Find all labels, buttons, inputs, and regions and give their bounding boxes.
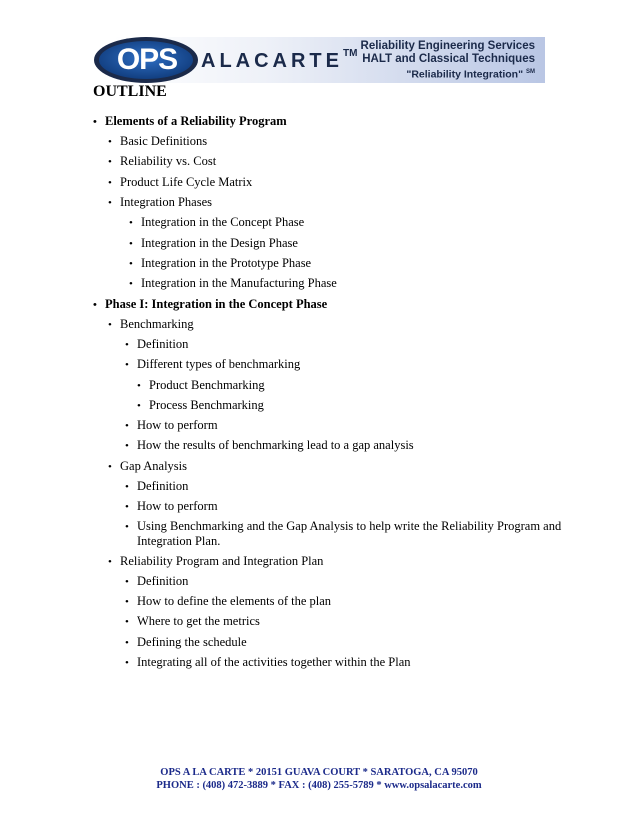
list-item-continuation: Integration Plan. [137,534,221,548]
list-item: • Definition [125,337,189,351]
list-item: • How to perform [125,499,218,513]
footer-contact: PHONE : (408) 472-3889 * FAX : (408) 255-5789 * www.opsalacarte.com [156,780,482,791]
list-item: • Reliability Program and Integration Plan [108,554,324,568]
list-item: • Integrating all of the activities together within the Plan [125,655,411,669]
list-item: • Defining the schedule [125,635,247,649]
bullet: • [125,481,129,493]
list-item: • Definition [125,574,189,588]
list-item: • Product Benchmarking [137,378,265,392]
service-mark: SM [526,69,535,75]
bullet: • [125,501,129,513]
bullet: • [129,278,133,290]
bullet: • [125,339,129,351]
list-item: • Integration in the Prototype Phase [129,256,312,270]
page-footer [0,766,638,792]
list-item: • Definition [125,479,189,493]
list-item: • Integration in the Concept Phase [129,215,305,229]
bullet: • [129,258,133,270]
bullet: • [125,521,129,533]
bullet: • [129,238,133,250]
bullet: • [93,299,97,311]
bullet: • [125,657,129,669]
header-banner [93,37,545,83]
list-item: • Elements of a Reliability Program [93,114,287,128]
bullet: • [108,556,112,568]
bullet: • [129,217,133,229]
list-item: • Where to get the metrics [125,614,260,628]
bullet: • [108,136,112,148]
footer-address: OPS A LA CARTE * 20151 GUAVA COURT * SARATOGA, CA 95070 [160,767,478,778]
list-item: • Integration in the Manufacturing Phase [129,276,337,290]
tagline-line-1: Reliability Engineering Services [360,40,535,52]
bullet: • [108,461,112,473]
tagline-line-3-text: "Reliability Integration" [406,68,524,81]
bullet: • [125,359,129,371]
list-item: • Integration Phases [108,195,212,209]
list-item: • Basic Definitions [108,134,208,148]
list-item: • Integration in the Design Phase [129,236,298,250]
bullet: • [108,319,112,331]
list-item: • How to perform [125,418,218,432]
bullet: • [125,440,129,452]
list-item: • Process Benchmarking [137,398,264,412]
bullet: • [108,156,112,168]
bullet: • [125,616,129,628]
bullet: • [125,576,129,588]
list-item: • Benchmarking [108,317,194,331]
page-title: OUTLINE [93,83,167,100]
list-item: • Different types of benchmarking [125,357,301,371]
tagline-block [361,40,535,82]
list-item: • Reliability vs. Cost [108,154,217,168]
bullet: • [108,177,112,189]
list-item: • Using Benchmarking and the Gap Analysis to help write the Reliability Program and [125,519,562,533]
list-item: • How to define the elements of the plan [125,594,332,608]
bullet: • [137,380,141,392]
bullet: • [125,637,129,649]
bullet: • [137,400,141,412]
list-item: • Phase I: Integration in the Concept Phase [93,297,328,311]
list-item: • Gap Analysis [108,459,188,473]
brand-tm: TM [343,48,358,60]
bullet: • [125,596,129,608]
bullet: • [108,197,112,209]
tagline-line-3 [361,66,535,82]
logo-ops: OPS [116,43,178,76]
bullet: • [93,116,97,128]
bullet: • [125,420,129,432]
list-item: • Product Life Cycle Matrix [108,175,253,189]
brand-name [201,50,357,73]
tagline-line-2: HALT and Classical Techniques [362,53,535,65]
brand-text: ALACARTE [201,50,343,72]
list-item: • How the results of benchmarking lead to a gap analysis [125,438,414,452]
